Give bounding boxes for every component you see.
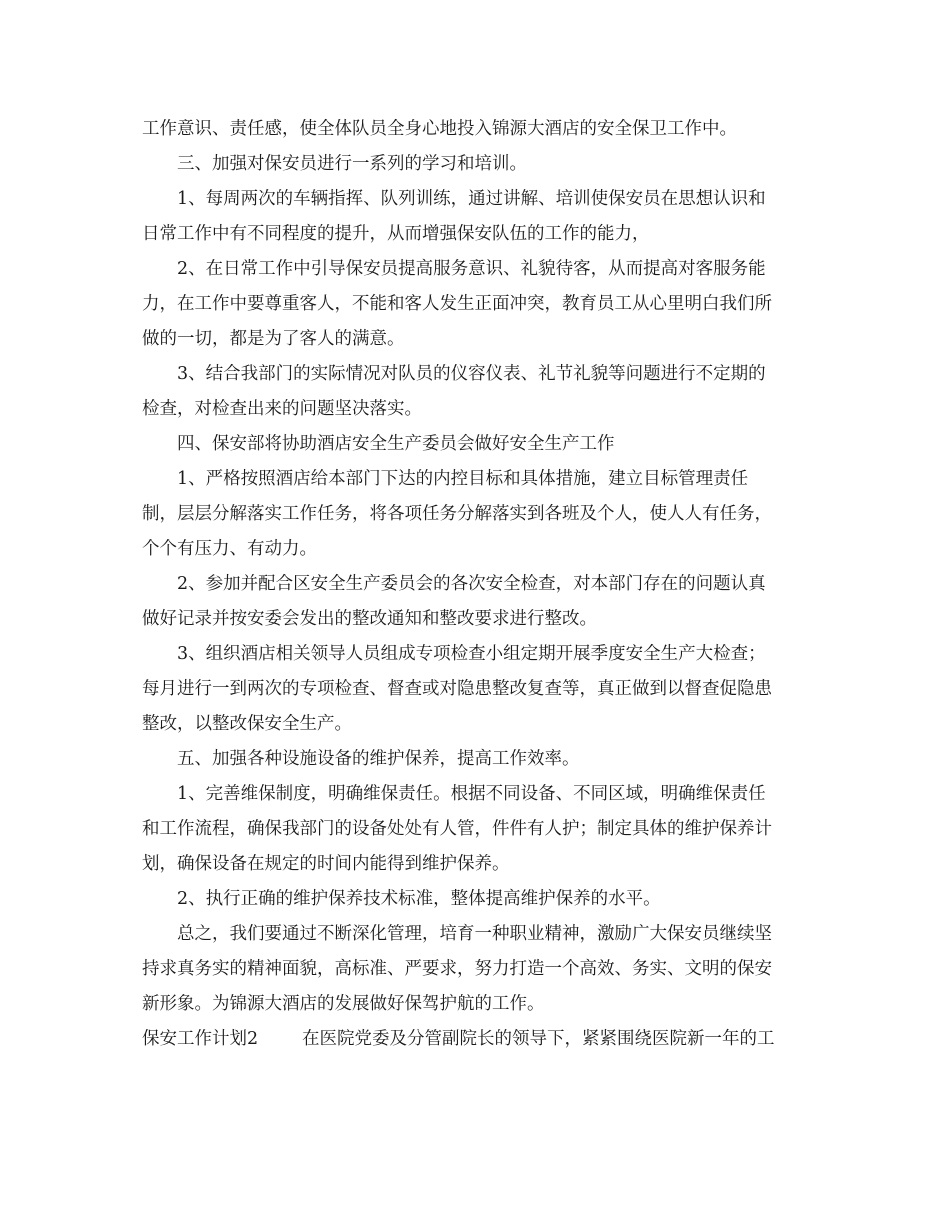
- text-line: 工作意识、责任感，使全体队员全身心地投入锦源大酒店的安全保卫工作中。: [142, 119, 737, 139]
- text-line: 五、加强各种设施设备的维护保养，提高工作效率。: [177, 749, 580, 769]
- text-line: 四、保安部将协助酒店安全生产委员会做好安全生产工作: [177, 434, 615, 454]
- text-line: 制，层层分解落实工作任务，将各项任务分解落实到各班及个人，使人人有任务，: [142, 504, 772, 524]
- text-line: 总之，我们要通过不断深化管理，培育一种职业精神，激励广大保安员继续坚: [177, 924, 772, 944]
- text-line: 3、组织酒店相关领导人员组成专项检查小组定期开展季度安全生产大检查；: [177, 644, 766, 664]
- text-line: 做的一切，都是为了客人的满意。: [142, 329, 405, 349]
- text-line: 检查，对检查出来的问题坚决落实。: [142, 399, 422, 419]
- text-line: 1、每周两次的车辆指挥、队列训练，通过讲解、培训使保安员在思想认识和: [177, 189, 766, 209]
- text-line: 整改，以整改保安全生产。: [142, 714, 352, 734]
- next-plan-text: 在医院党委及分管副院长的领导下，紧紧围绕医院新一年的工: [302, 1029, 775, 1049]
- document-body: [142, 112, 810, 1057]
- text-line: 力，在工作中要尊重客人，不能和客人发生正面冲突，教育员工从心里明白我们所: [142, 294, 772, 314]
- text-line: 个个有压力、有动力。: [142, 539, 317, 559]
- text-line: 三、加强对保安员进行一系列的学习和培训。: [177, 154, 527, 174]
- text-line: 1、完善维保制度，明确维保责任。根据不同设备、不同区域，明确维保责任: [177, 784, 766, 804]
- text-line: 1、严格按照酒店给本部门下达的内控目标和具体措施，建立目标管理责任: [177, 469, 749, 489]
- text-line: 持求真务实的精神面貌，高标准、严要求，努力打造一个高效、务实、文明的保安: [142, 959, 772, 979]
- text-line: 和工作流程，确保我部门的设备处处有人管，件件有人护；制定具体的维护保养计: [142, 819, 772, 839]
- text-line: 做好记录并按安委会发出的整改通知和整改要求进行整改。: [142, 609, 597, 629]
- text-line: 2、参加并配合区安全生产委员会的各次安全检查，对本部门存在的问题认真: [177, 574, 766, 594]
- text-line: 日常工作中有不同程度的提升，从而增强保安队伍的工作的能力，: [142, 224, 650, 244]
- next-plan-title: 保安工作计划2: [142, 1029, 259, 1049]
- text-line: 2、执行正确的维护保养技术标准，整体提高维护保养的水平。: [177, 889, 661, 909]
- text-line: 每月进行一到两次的专项检查、督查或对隐患整改复查等，真正做到以督查促隐患: [142, 679, 772, 699]
- text-line: 3、结合我部门的实际情况对队员的仪容仪表、礼节礼貌等问题进行不定期的: [177, 364, 766, 384]
- text-line: 新形象。为锦源大酒店的发展做好保驾护航的工作。: [142, 994, 545, 1014]
- text-line: 2、在日常工作中引导保安员提高服务意识、礼貌待客，从而提高对客服务能: [177, 259, 766, 279]
- text-line: 划，确保设备在规定的时间内能得到维护保养。: [142, 854, 510, 874]
- next-plan-line: [142, 1022, 810, 1057]
